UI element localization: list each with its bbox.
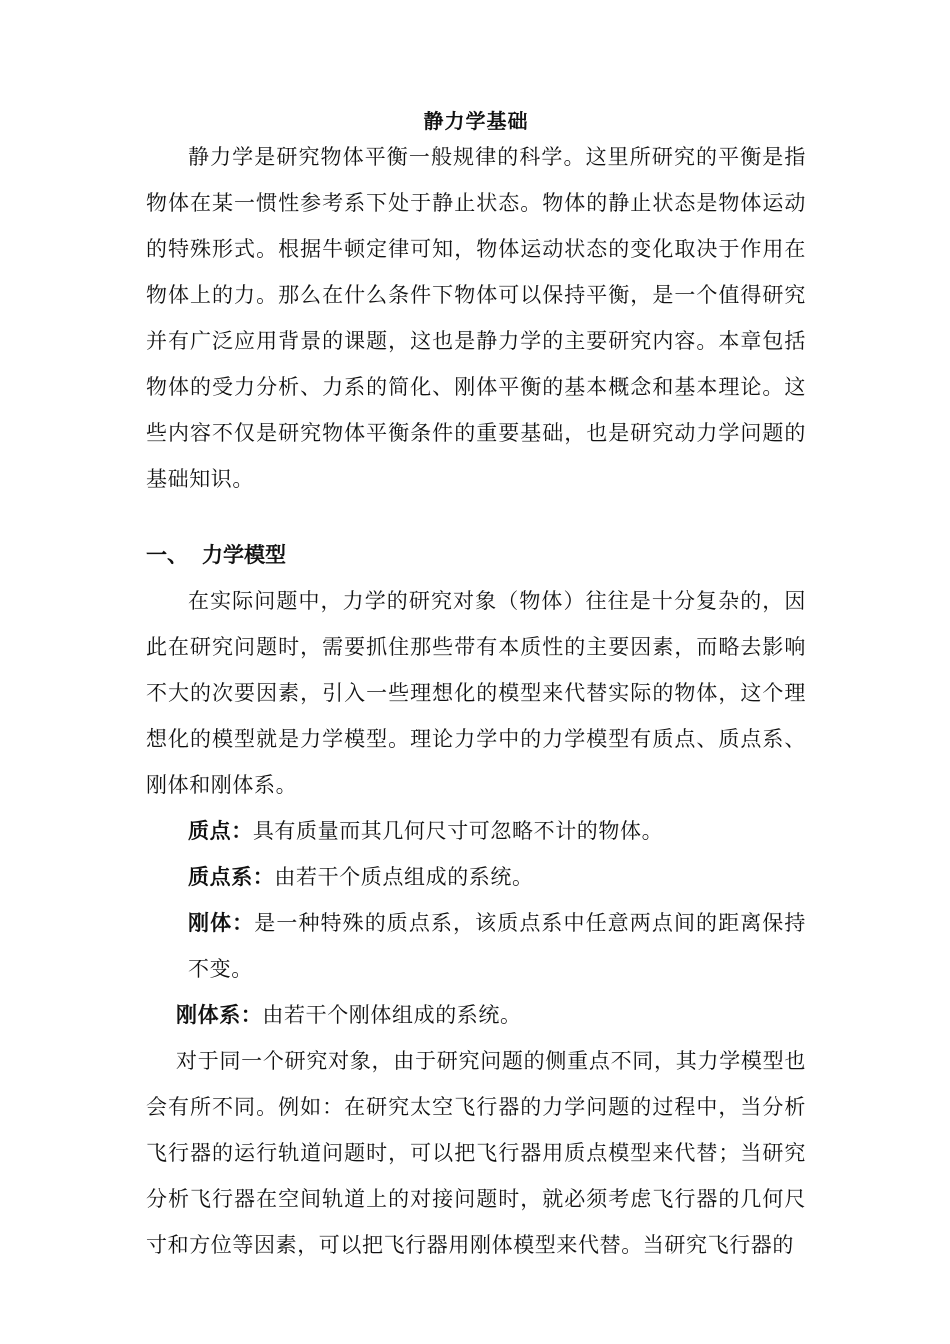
definition-term: 刚体系： — [176, 1003, 263, 1027]
definition-text: 由若干个刚体组成的系统。 — [262, 1003, 522, 1027]
intro-paragraph: 静力学是研究物体平衡一般规律的科学。这里所研究的平衡是指物体在某一惯性参考系下处于静止状态。物体的静止状态是物体运动的特殊形式。根据牛顿定律可知，物体运动状态的变化取决于作用在物体上的力。那么在什么条件下物体可以保持平衡，是一个值得研究并有广泛应用背景的课题，这也是静力学的主要研究内容。本章包括物体的受力分析、力系的简化、刚体平衡的基本概念和基本理论。这些内容不仅是研究物体平衡条件的重要基础，也是研究动力学问题的基础知识。 — [146, 145, 806, 491]
definition-text: 具有质量而其几何尺寸可忽略不计的物体。 — [252, 819, 664, 843]
section-number: 一、 — [146, 543, 188, 567]
section-title: 力学模型 — [202, 543, 286, 567]
document-title: 静力学基础 — [423, 109, 529, 133]
definition-item — [146, 854, 806, 900]
definition-item — [146, 808, 806, 854]
document-page — [146, 108, 806, 1268]
definition-term: 质点： — [188, 819, 253, 843]
section-heading — [146, 532, 806, 578]
definition-term: 刚体： — [188, 911, 255, 935]
section-paragraph-1: 在实际问题中，力学的研究对象（物体）往往是十分复杂的，因此在研究问题时，需要抓住那些带有本质性的主要因素，而略去影响不大的次要因素，引入一些理想化的模型来代替实际的物体，这个理想化的模型就是力学模型。理论力学中的力学模型有质点、质点系、刚体和刚体系。 — [146, 589, 806, 797]
definition-text: 是一种特殊的质点系，该质点系中任意两点间的距离保持不变。 — [188, 911, 806, 981]
definition-term: 质点系： — [188, 865, 275, 889]
definition-item — [146, 900, 806, 992]
definition-item — [146, 992, 806, 1038]
section-paragraph-2: 对于同一个研究对象，由于研究问题的侧重点不同，其力学模型也会有所不同。例如：在研究太空飞行器的力学问题的过程中，当分析飞行器的运行轨道问题时，可以把飞行器用质点模型来代替；当研究分析飞行器在空间轨道上的对接问题时，就必须考虑飞行器的几何尺寸和方位等因素，可以把飞行器用刚体模型来代替。当研究飞行器的 — [146, 1049, 806, 1257]
definition-text: 由若干个质点组成的系统。 — [274, 865, 534, 889]
